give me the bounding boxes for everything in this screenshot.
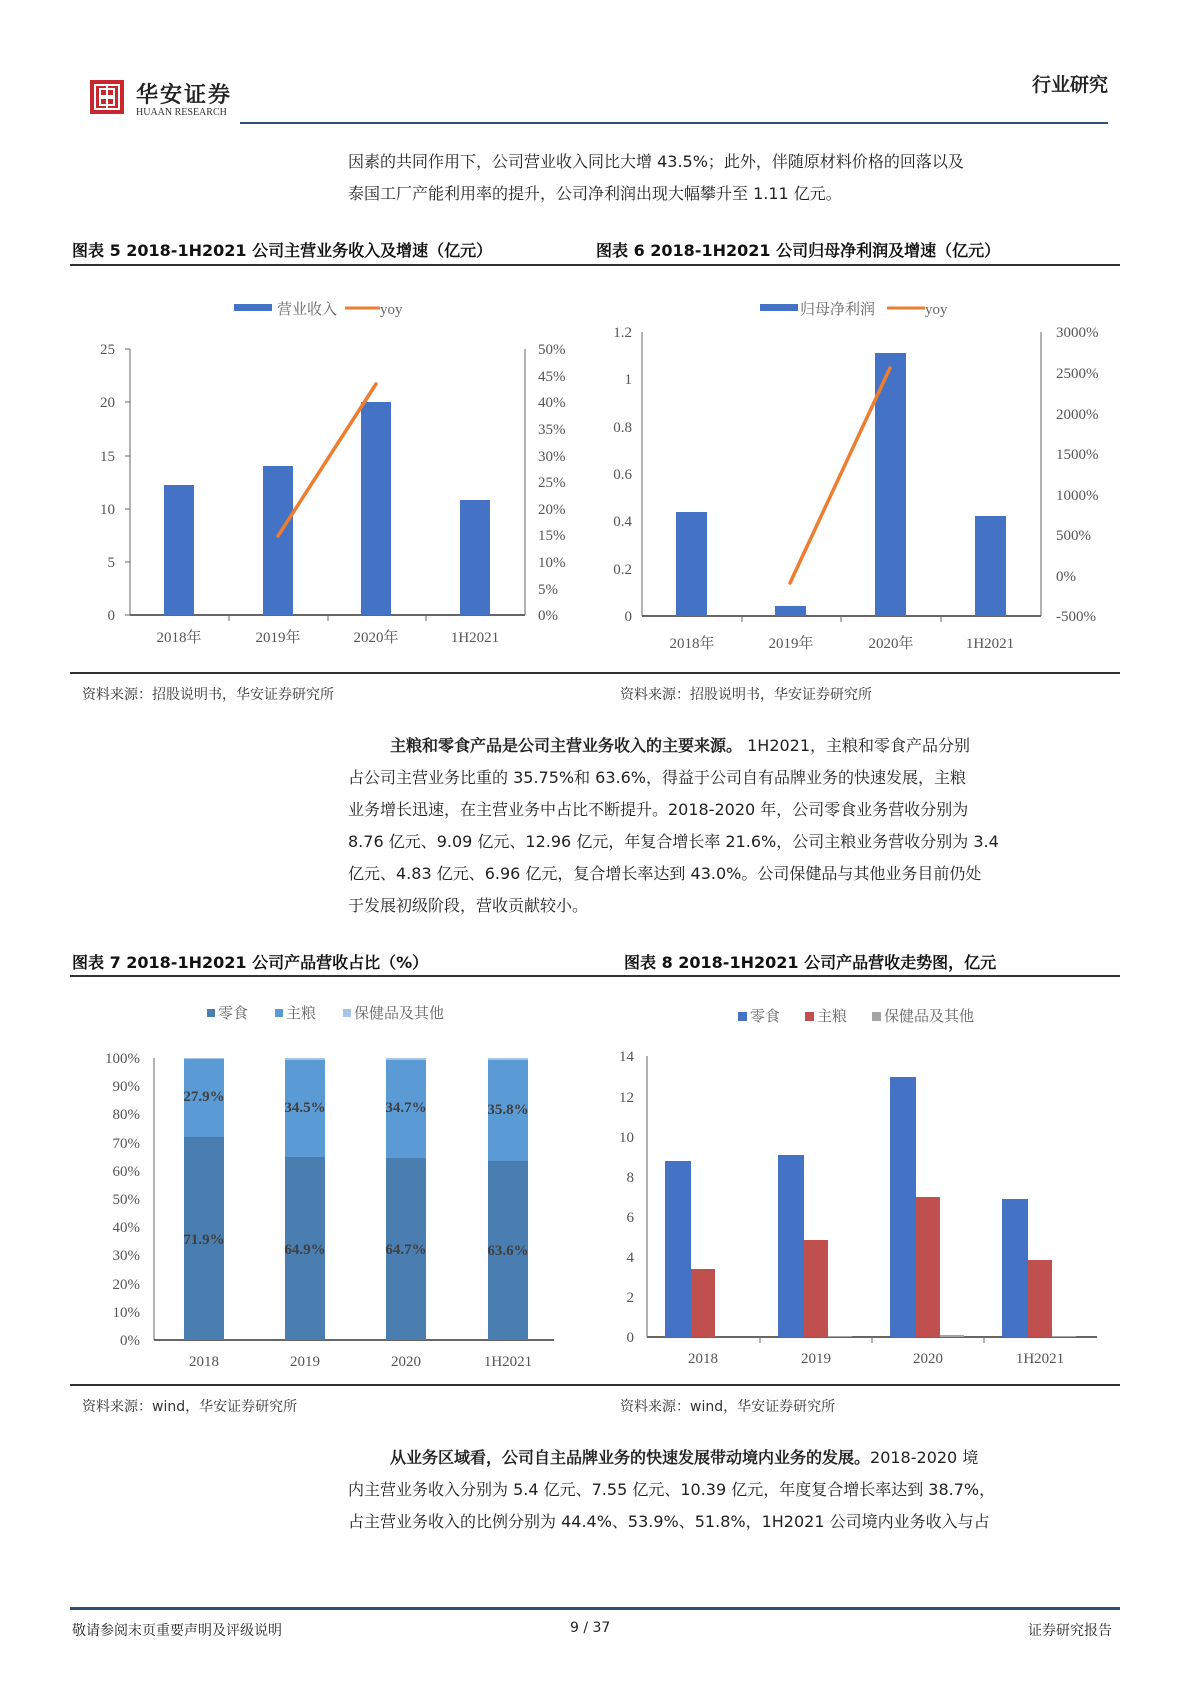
svg-text:27.9%: 27.9% (183, 1089, 225, 1105)
figure-6-title: 图表 6 2018-1H2021 公司归母净利润及增速（亿元） (596, 241, 1001, 260)
source-rule (70, 1384, 1120, 1386)
svg-text:1H2021: 1H2021 (450, 630, 500, 646)
svg-text:0%: 0% (1056, 569, 1076, 585)
svg-text:50%: 50% (112, 1192, 140, 1208)
svg-text:0: 0 (107, 608, 115, 624)
svg-text:2: 2 (626, 1290, 634, 1306)
svg-text:营业收入: 营业收入 (277, 302, 338, 318)
svg-text:50%: 50% (538, 342, 566, 358)
svg-text:40%: 40% (112, 1220, 140, 1236)
footer-divider (70, 1607, 1120, 1610)
logo-icon (90, 80, 124, 114)
svg-text:20%: 20% (538, 502, 566, 518)
svg-text:40%: 40% (538, 395, 566, 411)
svg-text:1: 1 (624, 372, 632, 388)
svg-text:20: 20 (100, 395, 115, 411)
svg-text:1H2021: 1H2021 (1015, 1351, 1065, 1367)
svg-text:1H2021: 1H2021 (965, 636, 1015, 650)
svg-text:45%: 45% (538, 369, 566, 385)
svg-text:主粮: 主粮 (817, 1009, 848, 1025)
figure-7-source: 资料来源：wind，华安证券研究所 (82, 1399, 298, 1415)
svg-text:2019: 2019 (801, 1351, 831, 1367)
figure-8-chart (610, 990, 1140, 1370)
footer-disclaimer: 敬请参阅末页重要声明及评级说明 (72, 1623, 282, 1639)
svg-text:15%: 15% (538, 528, 566, 544)
figure-5-title: 图表 5 2018-1H2021 公司主营业务收入及增速（亿元） (72, 241, 493, 260)
svg-text:2020年: 2020年 (353, 630, 399, 646)
svg-text:63.6%: 63.6% (487, 1243, 529, 1259)
svg-text:2020: 2020 (913, 1351, 943, 1367)
figure-6-chart (590, 280, 1130, 650)
svg-text:2020年: 2020年 (868, 636, 914, 650)
svg-text:2020: 2020 (391, 1354, 421, 1370)
legend-swatch-revenue (234, 304, 272, 311)
svg-text:10: 10 (100, 502, 115, 518)
svg-text:2018年: 2018年 (156, 630, 202, 646)
svg-text:0.2: 0.2 (613, 562, 632, 578)
figure-title-rule (70, 264, 1120, 266)
svg-text:5: 5 (107, 555, 115, 571)
svg-text:保健品及其他: 保健品及其他 (884, 1009, 975, 1025)
svg-text:15: 15 (100, 449, 115, 465)
figure-6-source: 资料来源：招股说明书，华安证券研究所 (620, 687, 872, 703)
figure-5-chart (70, 280, 590, 650)
svg-text:5%: 5% (538, 582, 558, 598)
paragraph-line: 占公司主营业务比重的 35.75%和 63.6%，得益于公司自有品牌业务的快速发展，主粮 (348, 768, 967, 787)
svg-text:30%: 30% (112, 1248, 140, 1264)
svg-text:1H2021: 1H2021 (483, 1354, 533, 1370)
svg-text:0: 0 (626, 1330, 634, 1346)
svg-text:100%: 100% (105, 1051, 140, 1067)
footer-doc-type: 证券研究报告 (1028, 1623, 1112, 1639)
svg-text:yoy: yoy (380, 302, 403, 318)
svg-text:零食: 零食 (218, 1006, 249, 1022)
paragraph-line: 8.76 亿元、9.09 亿元、12.96 亿元，年复合增长率 21.6%，公司主粮业务营收分别为 3.4 (348, 832, 999, 851)
svg-text:34.5%: 34.5% (284, 1100, 326, 1116)
figure-7-chart (70, 990, 590, 1370)
page-number: 9 / 37 (570, 1620, 611, 1636)
svg-text:71.9%: 71.9% (183, 1232, 225, 1248)
paragraph-2: 主粮和零食产品是公司主营业务收入的主要来源。 1H2021，主粮和零食产品分别 占公司主营业务比重的 35.75%和 63.6%，得益于公司自有品牌业务的快速发展，主粮 业务增长迅速，在主营业务中占比不断提升。2018-2020 年，公司零食业务营收分别为 8.76 亿元、9.09 亿元、12.96 亿元，年复合增长率 21.6%，公司主粮业务营收分别为 3.4 亿元、4.83 亿元、6.96 亿元，复合增长率达到 43.0%。公司保健品与其他业务目前仍处 于发展初级阶段，营收贡献较小。 (348, 730, 1118, 922)
svg-text:2018: 2018 (688, 1351, 718, 1367)
svg-text:主粮: 主粮 (286, 1006, 317, 1022)
svg-text:1000%: 1000% (1056, 488, 1099, 504)
logo-text: 华安证券 (136, 82, 233, 108)
svg-text:34.7%: 34.7% (385, 1100, 427, 1116)
figure-title-rule (70, 975, 1120, 977)
paragraph-lead: 主粮和零食产品是公司主营业务收入的主要来源。 (390, 736, 743, 755)
svg-text:2019年: 2019年 (768, 636, 814, 650)
svg-text:500%: 500% (1056, 528, 1091, 544)
paragraph-1 (348, 146, 1118, 210)
section-label: 行业研究 (1031, 74, 1108, 96)
svg-text:1500%: 1500% (1056, 447, 1099, 463)
svg-text:8: 8 (626, 1170, 634, 1186)
svg-text:0: 0 (624, 609, 632, 625)
svg-text:2000%: 2000% (1056, 407, 1099, 423)
logo-subtitle: HUAAN RESEARCH (136, 107, 227, 118)
svg-text:保健品及其他: 保健品及其他 (354, 1006, 445, 1022)
svg-text:25: 25 (100, 342, 115, 358)
svg-text:90%: 90% (112, 1079, 140, 1095)
svg-text:-500%: -500% (1056, 609, 1096, 625)
svg-text:35.8%: 35.8% (487, 1102, 529, 1118)
paragraph-line: 于发展初级阶段，营收贡献较小。 (348, 896, 589, 915)
svg-text:35%: 35% (538, 422, 566, 438)
svg-text:10%: 10% (112, 1305, 140, 1321)
svg-text:2500%: 2500% (1056, 366, 1099, 382)
paragraph-lead: 从业务区域看，公司自主品牌业务的快速发展带动境内业务的发展。 (390, 1448, 871, 1467)
figure-8-title: 图表 8 2018-1H2021 公司产品营收走势图，亿元 (624, 953, 997, 972)
svg-text:归母净利润: 归母净利润 (800, 302, 876, 318)
svg-text:1.2: 1.2 (613, 325, 632, 341)
paragraph-line: 业务增长迅速，在主营业务中占比不断提升。2018-2020 年，公司零食业务营收分别为 (348, 800, 969, 819)
paragraph-3: 从业务区域看，公司自主品牌业务的快速发展带动境内业务的发展。2018-2020 境 内主营业务收入分别为 5.4 亿元、7.55 亿元、10.39 亿元，年度复合增长率达到 38.7%， 占主营业务收入的比例分别为 44.4%、53.9%、51.8%，1H2021 公司境内业务收入与占 (348, 1442, 1118, 1538)
header-divider (240, 122, 1108, 124)
paragraph-line: 因素的共同作用下，公司营业收入同比大增 43.5%；此外，伴随原材料价格的回落以及 (348, 152, 964, 171)
svg-text:10: 10 (619, 1130, 634, 1146)
svg-text:yoy: yoy (925, 302, 948, 318)
figure-7-title: 图表 7 2018-1H2021 公司产品营收占比（%） (72, 953, 429, 972)
svg-text:25%: 25% (538, 475, 566, 491)
svg-text:0%: 0% (538, 608, 558, 624)
svg-text:4: 4 (626, 1250, 634, 1266)
svg-text:30%: 30% (538, 449, 566, 465)
svg-text:6: 6 (626, 1210, 634, 1226)
svg-text:14: 14 (619, 1049, 634, 1065)
svg-text:零食: 零食 (750, 1009, 781, 1025)
svg-text:0.8: 0.8 (613, 420, 632, 436)
svg-text:12: 12 (619, 1090, 634, 1106)
paragraph-line: 内主营业务收入分别为 5.4 亿元、7.55 亿元、10.39 亿元，年度复合增长率达到 38.7%， (348, 1480, 996, 1499)
svg-text:2018: 2018 (189, 1354, 219, 1370)
svg-text:0.4: 0.4 (613, 514, 632, 530)
svg-text:80%: 80% (112, 1107, 140, 1123)
figure-5-source: 资料来源：招股说明书，华安证券研究所 (82, 687, 334, 703)
svg-text:2019: 2019 (290, 1354, 320, 1370)
svg-text:20%: 20% (112, 1277, 140, 1293)
svg-text:2019年: 2019年 (255, 630, 301, 646)
svg-text:10%: 10% (538, 555, 566, 571)
svg-text:70%: 70% (112, 1136, 140, 1152)
paragraph-line: 亿元、4.83 亿元、6.96 亿元，复合增长率达到 43.0%。公司保健品与其他业务目前仍处 (348, 864, 982, 883)
paragraph-line: 占主营业务收入的比例分别为 44.4%、53.9%、51.8%，1H2021 公司境内业务收入与占 (348, 1512, 990, 1531)
svg-text:2018年: 2018年 (669, 636, 715, 650)
svg-text:0.6: 0.6 (613, 467, 632, 483)
figure-8-source: 资料来源：wind，华安证券研究所 (620, 1399, 836, 1415)
source-rule (70, 672, 1120, 674)
svg-text:3000%: 3000% (1056, 325, 1099, 341)
svg-text:60%: 60% (112, 1164, 140, 1180)
svg-text:64.9%: 64.9% (284, 1242, 326, 1258)
svg-text:0%: 0% (120, 1333, 140, 1349)
svg-text:64.7%: 64.7% (385, 1242, 427, 1258)
paragraph-line: 泰国工厂产能利用率的提升，公司净利润出现大幅攀升至 1.11 亿元。 (348, 184, 842, 203)
